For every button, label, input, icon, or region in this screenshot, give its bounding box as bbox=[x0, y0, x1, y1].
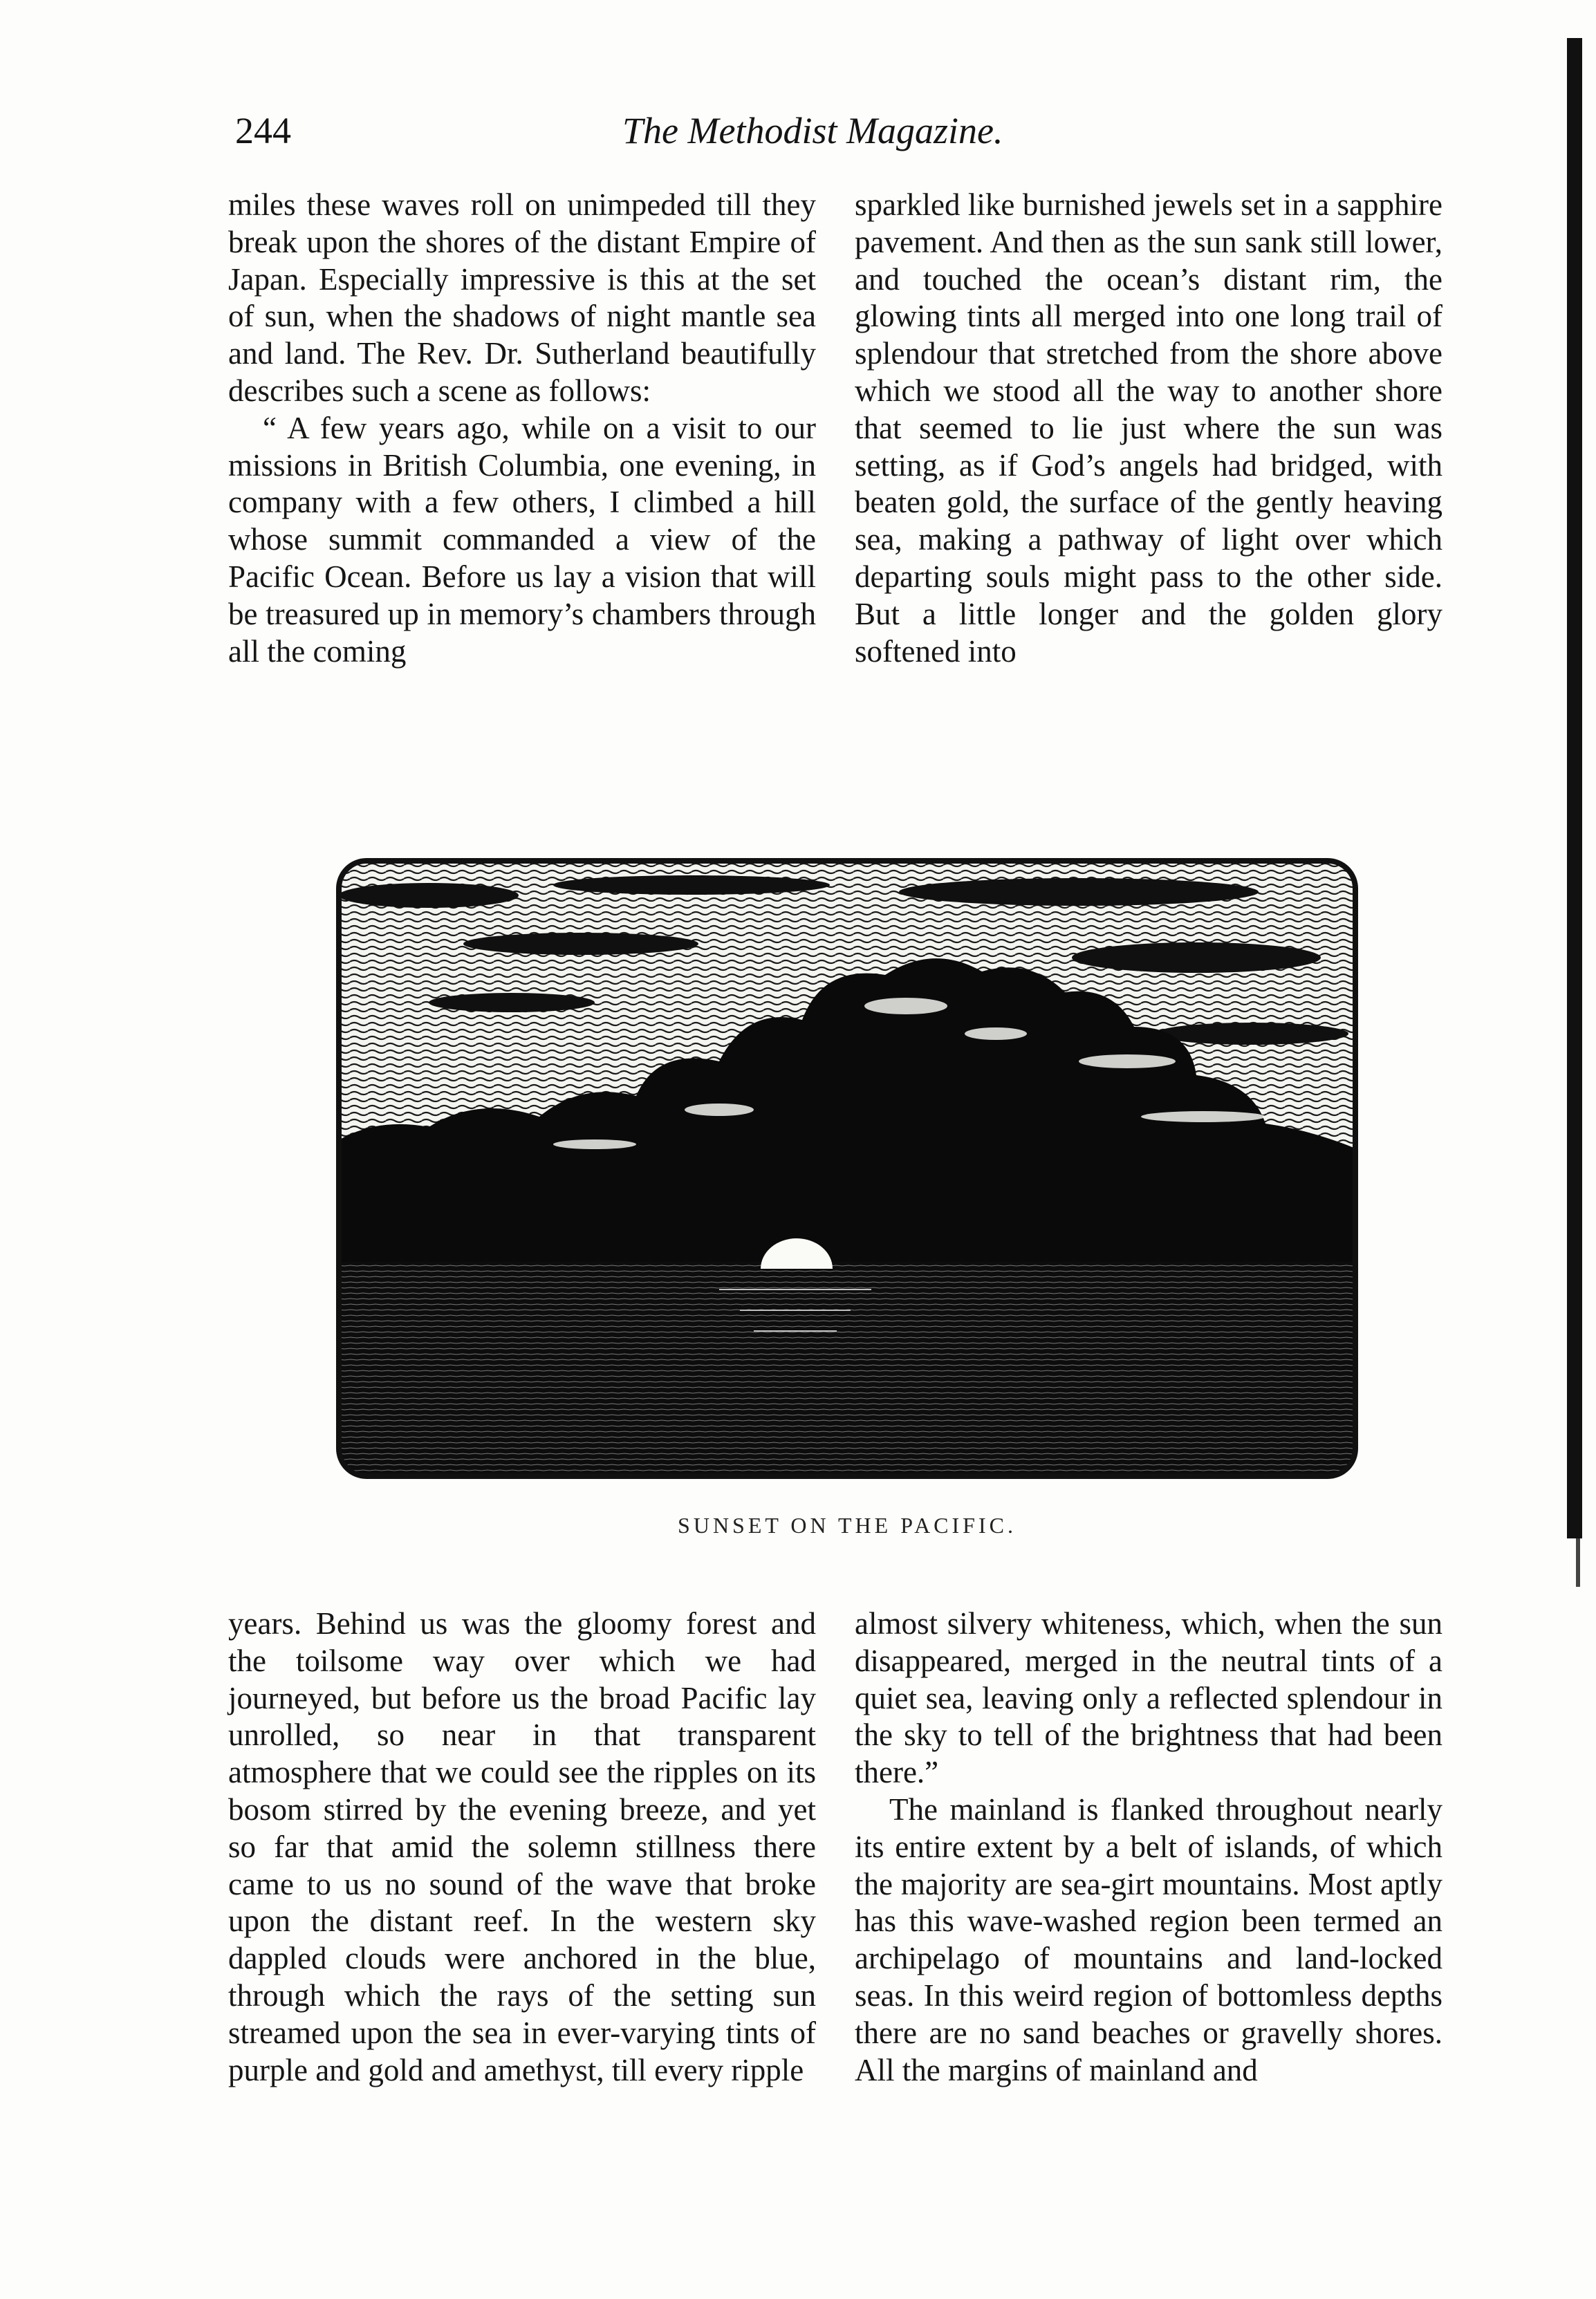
paragraph: miles these waves roll on unimpeded till they break upon the shores of the distant Empire of Japan. Especially impressive is this at the set of sun, when the shadows of night mantle sea and land. The Rev. Dr. Sutherland beautifully describes such a scene as follows: bbox=[228, 187, 816, 408]
paragraph: sparkled like burnished jewels set in a sapphire pavement. And then as the sun sank still lower, and touched the ocean’s distant rim, the glowing tints all merged into one long trail of splendour that stretched from the shore above which we stood all the way to another shore that seemed to lie just where the sun was setting, as if God’s angels had bridged, with beaten gold, the surface of the gently heaving sea, making a pathway of light over which departing souls might pass to the other side. But a little longer and the golden glory softened into bbox=[855, 187, 1442, 669]
column-top-left bbox=[228, 187, 816, 670]
scan-edge-bar-tail bbox=[1576, 1538, 1580, 1587]
column-bottom-right bbox=[855, 1605, 1442, 2089]
sunset-illustration bbox=[332, 854, 1362, 1483]
page-number: 244 bbox=[235, 110, 291, 151]
figure-caption: SUNSET ON THE PACIFIC. bbox=[678, 1513, 1017, 1538]
paragraph: The mainland is flanked throughout nearly its entire extent by a belt of islands, of which the majority are sea-girt mountains. Most aptly has this wave-washed region been termed an archipelago of mountains and land-locked seas. In this weird region of bottomless depths there are no sand beaches or gravelly shores. All the margins of mainland and bbox=[855, 1791, 1442, 2087]
scan-edge-bar bbox=[1567, 38, 1582, 1538]
engraving-image bbox=[332, 854, 1362, 1483]
running-header bbox=[235, 109, 1411, 158]
paragraph: almost silvery whiteness, which, when the sun disappeared, merged in the neutral tints of a quiet sea, leaving only a reflected splendour in the sky to tell of the brightness that had been there.” bbox=[855, 1606, 1442, 1790]
paragraph: “ A few years ago, while on a visit to our missions in British Columbia, one evening, in company with a few others, I climbed a hill whose summit commanded a view of the Pacific Ocean. Before us lay a vision that will be treasured up in memory’s chambers through all the coming bbox=[228, 410, 816, 669]
column-top-right bbox=[855, 187, 1442, 670]
column-bottom-left bbox=[228, 1605, 816, 2089]
running-title: The Methodist Magazine. bbox=[622, 110, 1003, 151]
paragraph: years. Behind us was the gloomy forest and the toilsome way over which we had journeyed, but before us the broad Pacific lay unrolled, so near in that transparent atmosphere that we could see the ripples on its bosom stirred by the evening breeze, and yet so far that amid the solemn stillness there came to us no sound of the wave that broke upon the distant reef. In the western sky dappled clouds were anchored in the blue, through which the rays of the setting sun streamed upon the sea in ever-varying tints of purple and gold and amethyst, till every ripple bbox=[228, 1606, 816, 2087]
